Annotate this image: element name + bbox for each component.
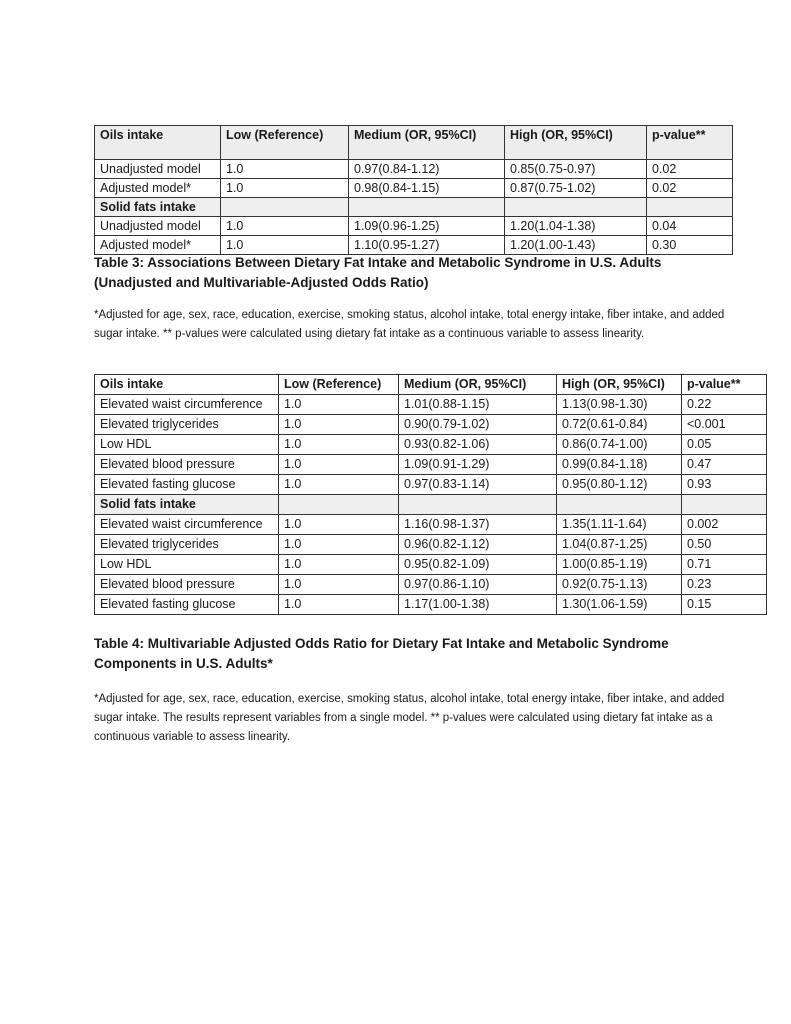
- row-label: Elevated waist circumference: [95, 395, 279, 415]
- row-label: Elevated waist circumference: [95, 515, 279, 535]
- table-cell: [682, 495, 767, 515]
- row-label: Elevated triglycerides: [95, 415, 279, 435]
- row-label: Adjusted model*: [95, 236, 221, 255]
- header-cell: Oils intake: [95, 375, 279, 395]
- row-label: Elevated blood pressure: [95, 455, 279, 475]
- table-3: [94, 125, 733, 255]
- table-cell: 1.0: [221, 160, 349, 179]
- row-label: Elevated fasting glucose: [95, 475, 279, 495]
- header-cell: Low (Reference): [221, 126, 349, 160]
- table-cell: 1.16(0.98-1.37): [399, 515, 557, 535]
- table-row: [95, 555, 767, 575]
- header-cell: Medium (OR, 95%CI): [349, 126, 505, 160]
- table-cell: 0.22: [682, 395, 767, 415]
- table-4-caption: Table 4: Multivariable Adjusted Odds Ratio for Dietary Fat Intake and Metabolic Syndrome Components in U.S. Adults*: [94, 636, 669, 671]
- table-cell: 0.98(0.84-1.15): [349, 179, 505, 198]
- table-cell: 1.30(1.06-1.59): [557, 595, 682, 615]
- table-cell: 1.0: [221, 236, 349, 255]
- table-cell: 0.86(0.74-1.00): [557, 435, 682, 455]
- table-cell: 1.09(0.91-1.29): [399, 455, 557, 475]
- table-cell: 0.97(0.84-1.12): [349, 160, 505, 179]
- table-cell: 0.30: [647, 236, 733, 255]
- table-cell: [349, 198, 505, 217]
- table-row: [95, 179, 733, 198]
- table-4-footnote: *Adjusted for age, sex, race, education, exercise, smoking status, alcohol intake, total energy intake, fiber intake, and added sugar intake. The results represent variables from a single model. ** p-values were calculated using dietary fat intake as a continuous variable to assess linearity.: [94, 693, 725, 743]
- row-label: Elevated triglycerides: [95, 535, 279, 555]
- row-label: Unadjusted model: [95, 160, 221, 179]
- section-row: [95, 198, 733, 217]
- table-cell: 0.93: [682, 475, 767, 495]
- table-cell: 0.93(0.82-1.06): [399, 435, 557, 455]
- table-cell: 1.0: [279, 395, 399, 415]
- table-row: [95, 515, 767, 535]
- table-row: [95, 435, 767, 455]
- table-3-footnote: *Adjusted for age, sex, race, education, exercise, smoking status, alcohol intake, total energy intake, fiber intake, and added sugar intake. ** p-values were calculated using dietary fat intake as a continuous variable to assess linearity.: [94, 309, 725, 340]
- table-cell: 1.0: [279, 575, 399, 595]
- table-cell: 1.35(1.11-1.64): [557, 515, 682, 535]
- row-label: Adjusted model*: [95, 179, 221, 198]
- table-cell: 1.0: [279, 455, 399, 475]
- header-cell: High (OR, 95%CI): [557, 375, 682, 395]
- table-cell: 1.0: [279, 595, 399, 615]
- table-cell: 1.0: [279, 515, 399, 535]
- table-cell: 0.002: [682, 515, 767, 535]
- table-cell: 0.97(0.86-1.10): [399, 575, 557, 595]
- table-row: [95, 217, 733, 236]
- table-cell: 0.90(0.79-1.02): [399, 415, 557, 435]
- table-cell: 1.20(1.00-1.43): [505, 236, 647, 255]
- table-cell: 0.15: [682, 595, 767, 615]
- table-header-row: [95, 126, 733, 160]
- table-cell: 1.0: [279, 435, 399, 455]
- table-cell: 0.85(0.75-0.97): [505, 160, 647, 179]
- table-cell: [557, 495, 682, 515]
- table-cell: <0.001: [682, 415, 767, 435]
- table-cell: [505, 198, 647, 217]
- section-label: Solid fats intake: [95, 198, 221, 217]
- table-row: [95, 415, 767, 435]
- section-label: Solid fats intake: [95, 495, 279, 515]
- header-cell: Medium (OR, 95%CI): [399, 375, 557, 395]
- header-cell: Low (Reference): [279, 375, 399, 395]
- table-cell: [221, 198, 349, 217]
- table-row: [95, 236, 733, 255]
- table-cell: 1.13(0.98-1.30): [557, 395, 682, 415]
- table-4: [94, 374, 767, 615]
- table-cell: 1.00(0.85-1.19): [557, 555, 682, 575]
- table-cell: 0.47: [682, 455, 767, 475]
- table-cell: 1.01(0.88-1.15): [399, 395, 557, 415]
- table-cell: 0.50: [682, 535, 767, 555]
- table-cell: 0.72(0.61-0.84): [557, 415, 682, 435]
- table-cell: 0.96(0.82-1.12): [399, 535, 557, 555]
- table-cell: 1.10(0.95-1.27): [349, 236, 505, 255]
- table-cell: 1.0: [221, 179, 349, 198]
- table-header-row: [95, 375, 767, 395]
- table-cell: 1.0: [279, 415, 399, 435]
- header-cell: High (OR, 95%CI): [505, 126, 647, 160]
- table-cell: 1.17(1.00-1.38): [399, 595, 557, 615]
- header-cell: p-value**: [682, 375, 767, 395]
- table-cell: 0.05: [682, 435, 767, 455]
- table-row: [95, 455, 767, 475]
- table-cell: [279, 495, 399, 515]
- table-cell: 0.97(0.83-1.14): [399, 475, 557, 495]
- table-row: [95, 535, 767, 555]
- row-label: Low HDL: [95, 555, 279, 575]
- table-cell: 1.09(0.96-1.25): [349, 217, 505, 236]
- table-cell: 1.0: [279, 535, 399, 555]
- table-cell: 0.02: [647, 160, 733, 179]
- table-cell: 0.71: [682, 555, 767, 575]
- row-label: Elevated blood pressure: [95, 575, 279, 595]
- table-cell: [647, 198, 733, 217]
- header-cell: p-value**: [647, 126, 733, 160]
- table-row: [95, 595, 767, 615]
- table-cell: 1.0: [221, 217, 349, 236]
- table-cell: 0.95(0.82-1.09): [399, 555, 557, 575]
- table-cell: 0.99(0.84-1.18): [557, 455, 682, 475]
- table-cell: 1.04(0.87-1.25): [557, 535, 682, 555]
- table-cell: [399, 495, 557, 515]
- table-cell: 0.23: [682, 575, 767, 595]
- table-cell: 1.20(1.04-1.38): [505, 217, 647, 236]
- table-row: [95, 475, 767, 495]
- table-cell: 1.0: [279, 555, 399, 575]
- table-cell: 0.87(0.75-1.02): [505, 179, 647, 198]
- header-cell: Oils intake: [95, 126, 221, 160]
- row-label: Elevated fasting glucose: [95, 595, 279, 615]
- table-row: [95, 160, 733, 179]
- table-cell: 0.95(0.80-1.12): [557, 475, 682, 495]
- table-cell: 0.04: [647, 217, 733, 236]
- table-cell: 1.0: [279, 475, 399, 495]
- table-row: [95, 575, 767, 595]
- table-3-caption: Table 3: Associations Between Dietary Fat Intake and Metabolic Syndrome in U.S. Adults (Unadjusted and Multivariable-Adjusted Odds Ratio): [94, 255, 662, 290]
- table-cell: 0.92(0.75-1.13): [557, 575, 682, 595]
- row-label: Unadjusted model: [95, 217, 221, 236]
- section-row: [95, 495, 767, 515]
- row-label: Low HDL: [95, 435, 279, 455]
- table-row: [95, 395, 767, 415]
- table-cell: 0.02: [647, 179, 733, 198]
